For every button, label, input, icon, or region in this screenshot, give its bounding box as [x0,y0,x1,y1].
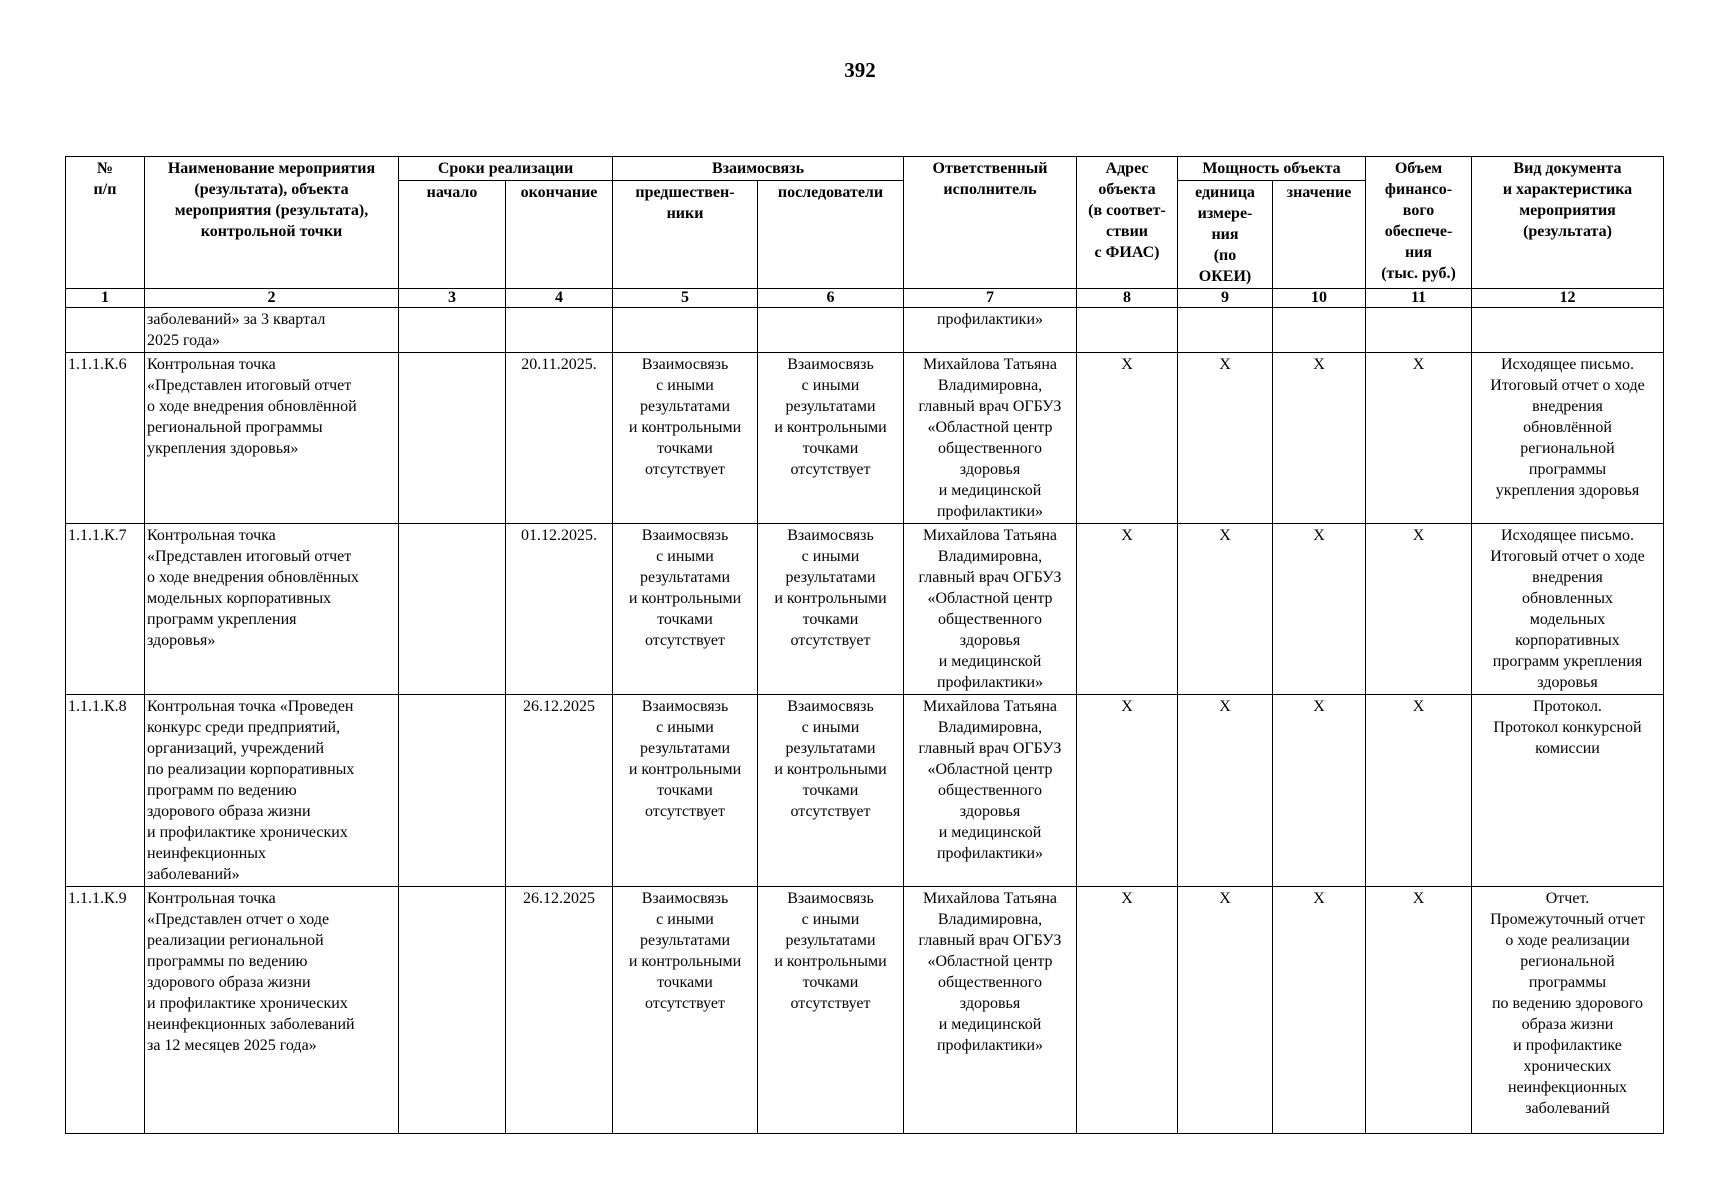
row-value: Х [1273,695,1366,887]
header-responsible: Ответственный исполнитель [904,157,1077,289]
table-row [66,353,1664,524]
row-end: 26.12.2025 [506,695,613,887]
header-terms: Сроки реализации [399,157,613,181]
header-num: № п/п [66,157,145,289]
row-successors: Взаимосвязь с иными результатами и контрольными точками отсутствует [758,887,904,1134]
row-predecessors [613,308,758,353]
row-finance [1366,308,1472,353]
header-value: значение [1273,181,1366,289]
row-address: Х [1077,353,1178,524]
row-responsible: Михайлова Татьяна Владимировна, главный врач ОГБУЗ «Областной центр общественного здоровья и медицинской профилактики» [904,695,1077,887]
row-start [399,524,506,695]
row-name: Контрольная точка «Представлен отчет о ходе реализации региональной программы по ведению здорового образа жизни и профилактике хронических неинфекционных заболеваний за 12 месяцев 2025 года» [145,887,399,1134]
row-finance: Х [1366,353,1472,524]
header-address: Адрес объекта (в соответ- ствии с ФИАС) [1077,157,1178,289]
column-number: 8 [1077,289,1178,308]
row-num: 1.1.1.К.8 [66,695,145,887]
row-doctype: Исходящее письмо. Итоговый отчет о ходе внедрения обновленных модельных корпоративных программ укрепления здоровья [1472,524,1664,695]
row-address: Х [1077,887,1178,1134]
column-number: 3 [399,289,506,308]
row-predecessors: Взаимосвязь с иными результатами и контрольными точками отсутствует [613,353,758,524]
column-number: 11 [1366,289,1472,308]
row-unit: Х [1178,524,1273,695]
row-name: Контрольная точка «Проведен конкурс среди предприятий, организаций, учреждений по реализации корпоративных программ по ведению здорового образа жизни и профилактике хронических неинфекционных заболеваний» [145,695,399,887]
row-end: 26.12.2025 [506,887,613,1134]
header-predecessors: предшествен- ники [613,181,758,289]
row-value: Х [1273,353,1366,524]
column-number: 4 [506,289,613,308]
row-name: Контрольная точка «Представлен итоговый отчет о ходе внедрения обновлённых модельных корпоративных программ укрепления здоровья» [145,524,399,695]
row-value: Х [1273,887,1366,1134]
plan-table [65,156,1664,1134]
row-successors: Взаимосвязь с иными результатами и контрольными точками отсутствует [758,353,904,524]
page-number: 392 [844,58,876,82]
header-doctype: Вид документа и характеристика мероприятия (результата) [1472,157,1664,289]
row-unit: Х [1178,887,1273,1134]
row-responsible: Михайлова Татьяна Владимировна, главный врач ОГБУЗ «Областной центр общественного здоровья и медицинской профилактики» [904,353,1077,524]
table-row [66,524,1664,695]
header-relation: Взаимосвязь [613,157,904,181]
header-unit: единица измере- ния (по ОКЕИ) [1178,181,1273,289]
column-number-row [66,289,1664,308]
row-end [506,308,613,353]
table-row [66,695,1664,887]
row-end: 20.11.2025. [506,353,613,524]
column-number: 7 [904,289,1077,308]
row-unit [1178,308,1273,353]
table-row [66,308,1664,353]
row-num [66,308,145,353]
row-start [399,887,506,1134]
column-number: 1 [66,289,145,308]
row-unit: Х [1178,695,1273,887]
row-finance: Х [1366,524,1472,695]
row-doctype [1472,308,1664,353]
table-row [66,887,1664,1134]
row-num: 1.1.1.К.7 [66,524,145,695]
row-name: заболеваний» за 3 квартал 2025 года» [145,308,399,353]
row-start [399,308,506,353]
row-finance: Х [1366,695,1472,887]
column-number: 6 [758,289,904,308]
column-number: 2 [145,289,399,308]
row-start [399,353,506,524]
row-predecessors: Взаимосвязь с иными результатами и контрольными точками отсутствует [613,695,758,887]
row-num: 1.1.1.К.6 [66,353,145,524]
row-value [1273,308,1366,353]
row-doctype: Отчет. Промежуточный отчет о ходе реализации региональной программы по ведению здорового образа жизни и профилактике хронических неинфекционных заболеваний [1472,887,1664,1134]
header-name: Наименование мероприятия (результата), объекта мероприятия (результата), контрольной точки [145,157,399,289]
row-doctype: Протокол. Протокол конкурсной комиссии [1472,695,1664,887]
column-number: 5 [613,289,758,308]
row-start [399,695,506,887]
row-num: 1.1.1.К.9 [66,887,145,1134]
row-responsible: Михайлова Татьяна Владимировна, главный врач ОГБУЗ «Областной центр общественного здоровья и медицинской профилактики» [904,887,1077,1134]
row-name: Контрольная точка «Представлен итоговый отчет о ходе внедрения обновлённой региональной программы укрепления здоровья» [145,353,399,524]
header-row-1 [66,157,1664,181]
header-finance: Объем финансо- вого обеспече- ния (тыс. руб.) [1366,157,1472,289]
row-doctype: Исходящее письмо. Итоговый отчет о ходе внедрения обновлённой региональной программы укрепления здоровья [1472,353,1664,524]
column-number: 9 [1178,289,1273,308]
header-capacity: Мощность объекта [1178,157,1366,181]
header-successors: последователи [758,181,904,289]
row-responsible: Михайлова Татьяна Владимировна, главный врач ОГБУЗ «Областной центр общественного здоровья и медицинской профилактики» [904,524,1077,695]
row-successors [758,308,904,353]
row-finance: Х [1366,887,1472,1134]
column-number: 10 [1273,289,1366,308]
row-predecessors: Взаимосвязь с иными результатами и контрольными точками отсутствует [613,524,758,695]
row-successors: Взаимосвязь с иными результатами и контрольными точками отсутствует [758,695,904,887]
row-end: 01.12.2025. [506,524,613,695]
column-number: 12 [1472,289,1664,308]
header-start: начало [399,181,506,289]
row-responsible: профилактики» [904,308,1077,353]
row-predecessors: Взаимосвязь с иными результатами и контрольными точками отсутствует [613,887,758,1134]
row-value: Х [1273,524,1366,695]
row-address: Х [1077,524,1178,695]
row-unit: Х [1178,353,1273,524]
row-address: Х [1077,695,1178,887]
row-address [1077,308,1178,353]
header-end: окончание [506,181,613,289]
row-successors: Взаимосвязь с иными результатами и контрольными точками отсутствует [758,524,904,695]
